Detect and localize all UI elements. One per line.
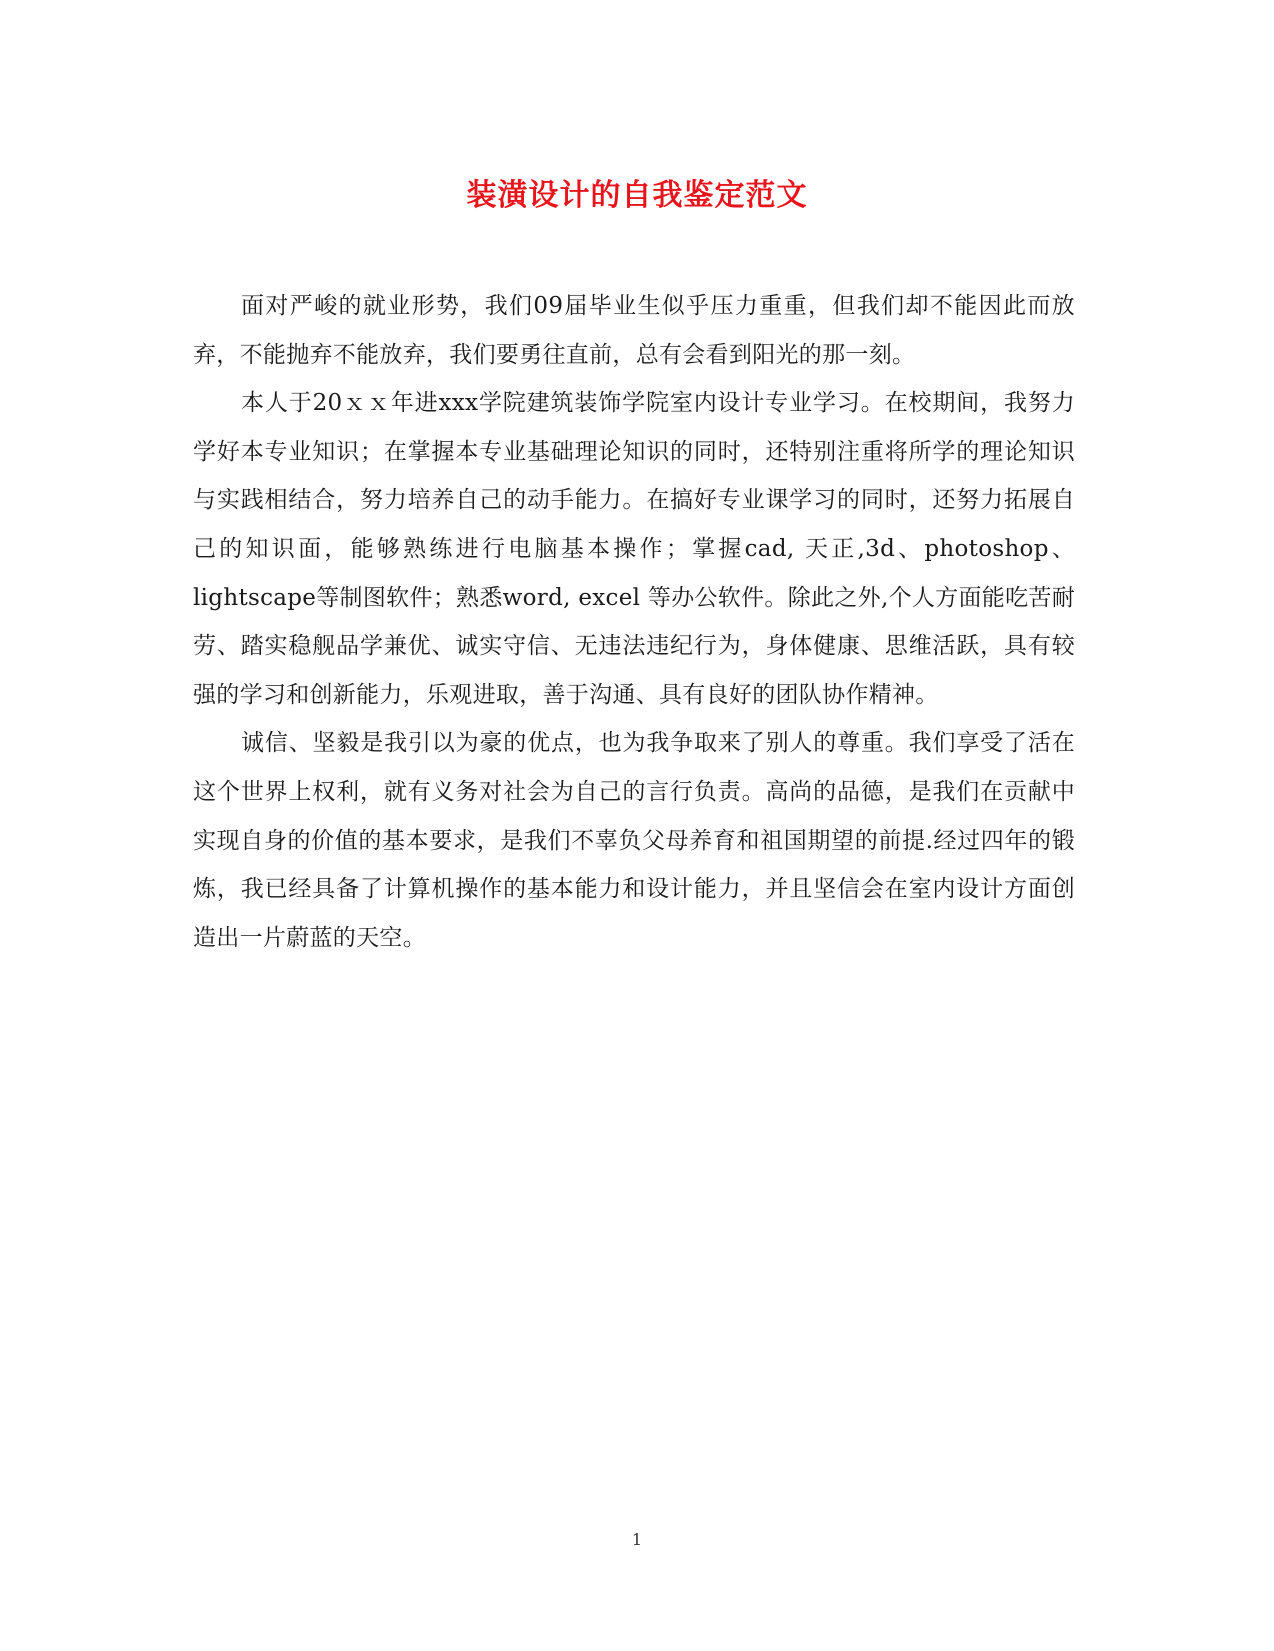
document-body bbox=[193, 282, 1075, 962]
paragraph-3: 诚信、坚毅是我引以为豪的优点，也为我争取来了别人的尊重。我们享受了活在这个世界上权利，就有义务对社会为自己的言行负责。高尚的品德，是我们在贡献中实现自身的价值的基本要求，是我们不辜负父母养育和祖国期望的前提.经过四年的锻炼，我已经具备了计算机操作的基本能力和设计能力，并且坚信会在室内设计方面创造出一片蔚蓝的天空。 bbox=[193, 730, 1075, 951]
document-title: 装潢设计的自我鉴定范文 bbox=[466, 178, 808, 213]
page-number: 1 bbox=[631, 1530, 643, 1549]
paragraph-1: 面对严峻的就业形势，我们09届毕业生似乎压力重重，但我们却不能因此而放弃，不能抛弃不能放弃，我们要勇往直前，总有会看到阳光的那一刻。 bbox=[193, 293, 1075, 368]
paragraph-2: 本人于20ｘｘ年进xxx学院建筑装饰学院室内设计专业学习。在校期间，我努力学好本专业知识；在掌握本专业基础理论知识的同时，还特别注重将所学的理论知识与实践相结合，努力培养自己的动手能力。在搞好专业课学习的同时，还努力拓展自己的知识面，能够熟练进行电脑基本操作；掌握cad, 天正,3d、photoshop、lightscape等制图软件；熟悉word, excel 等办公软件。除此之外,个人方面能吃苦耐劳、踏实稳舰品学兼优、诚实守信、无违法违纪行为，身体健康、思维活跃，具有较强的学习和创新能力，乐观进取，善于沟通、具有良好的团队协作精神。 bbox=[193, 390, 1075, 708]
